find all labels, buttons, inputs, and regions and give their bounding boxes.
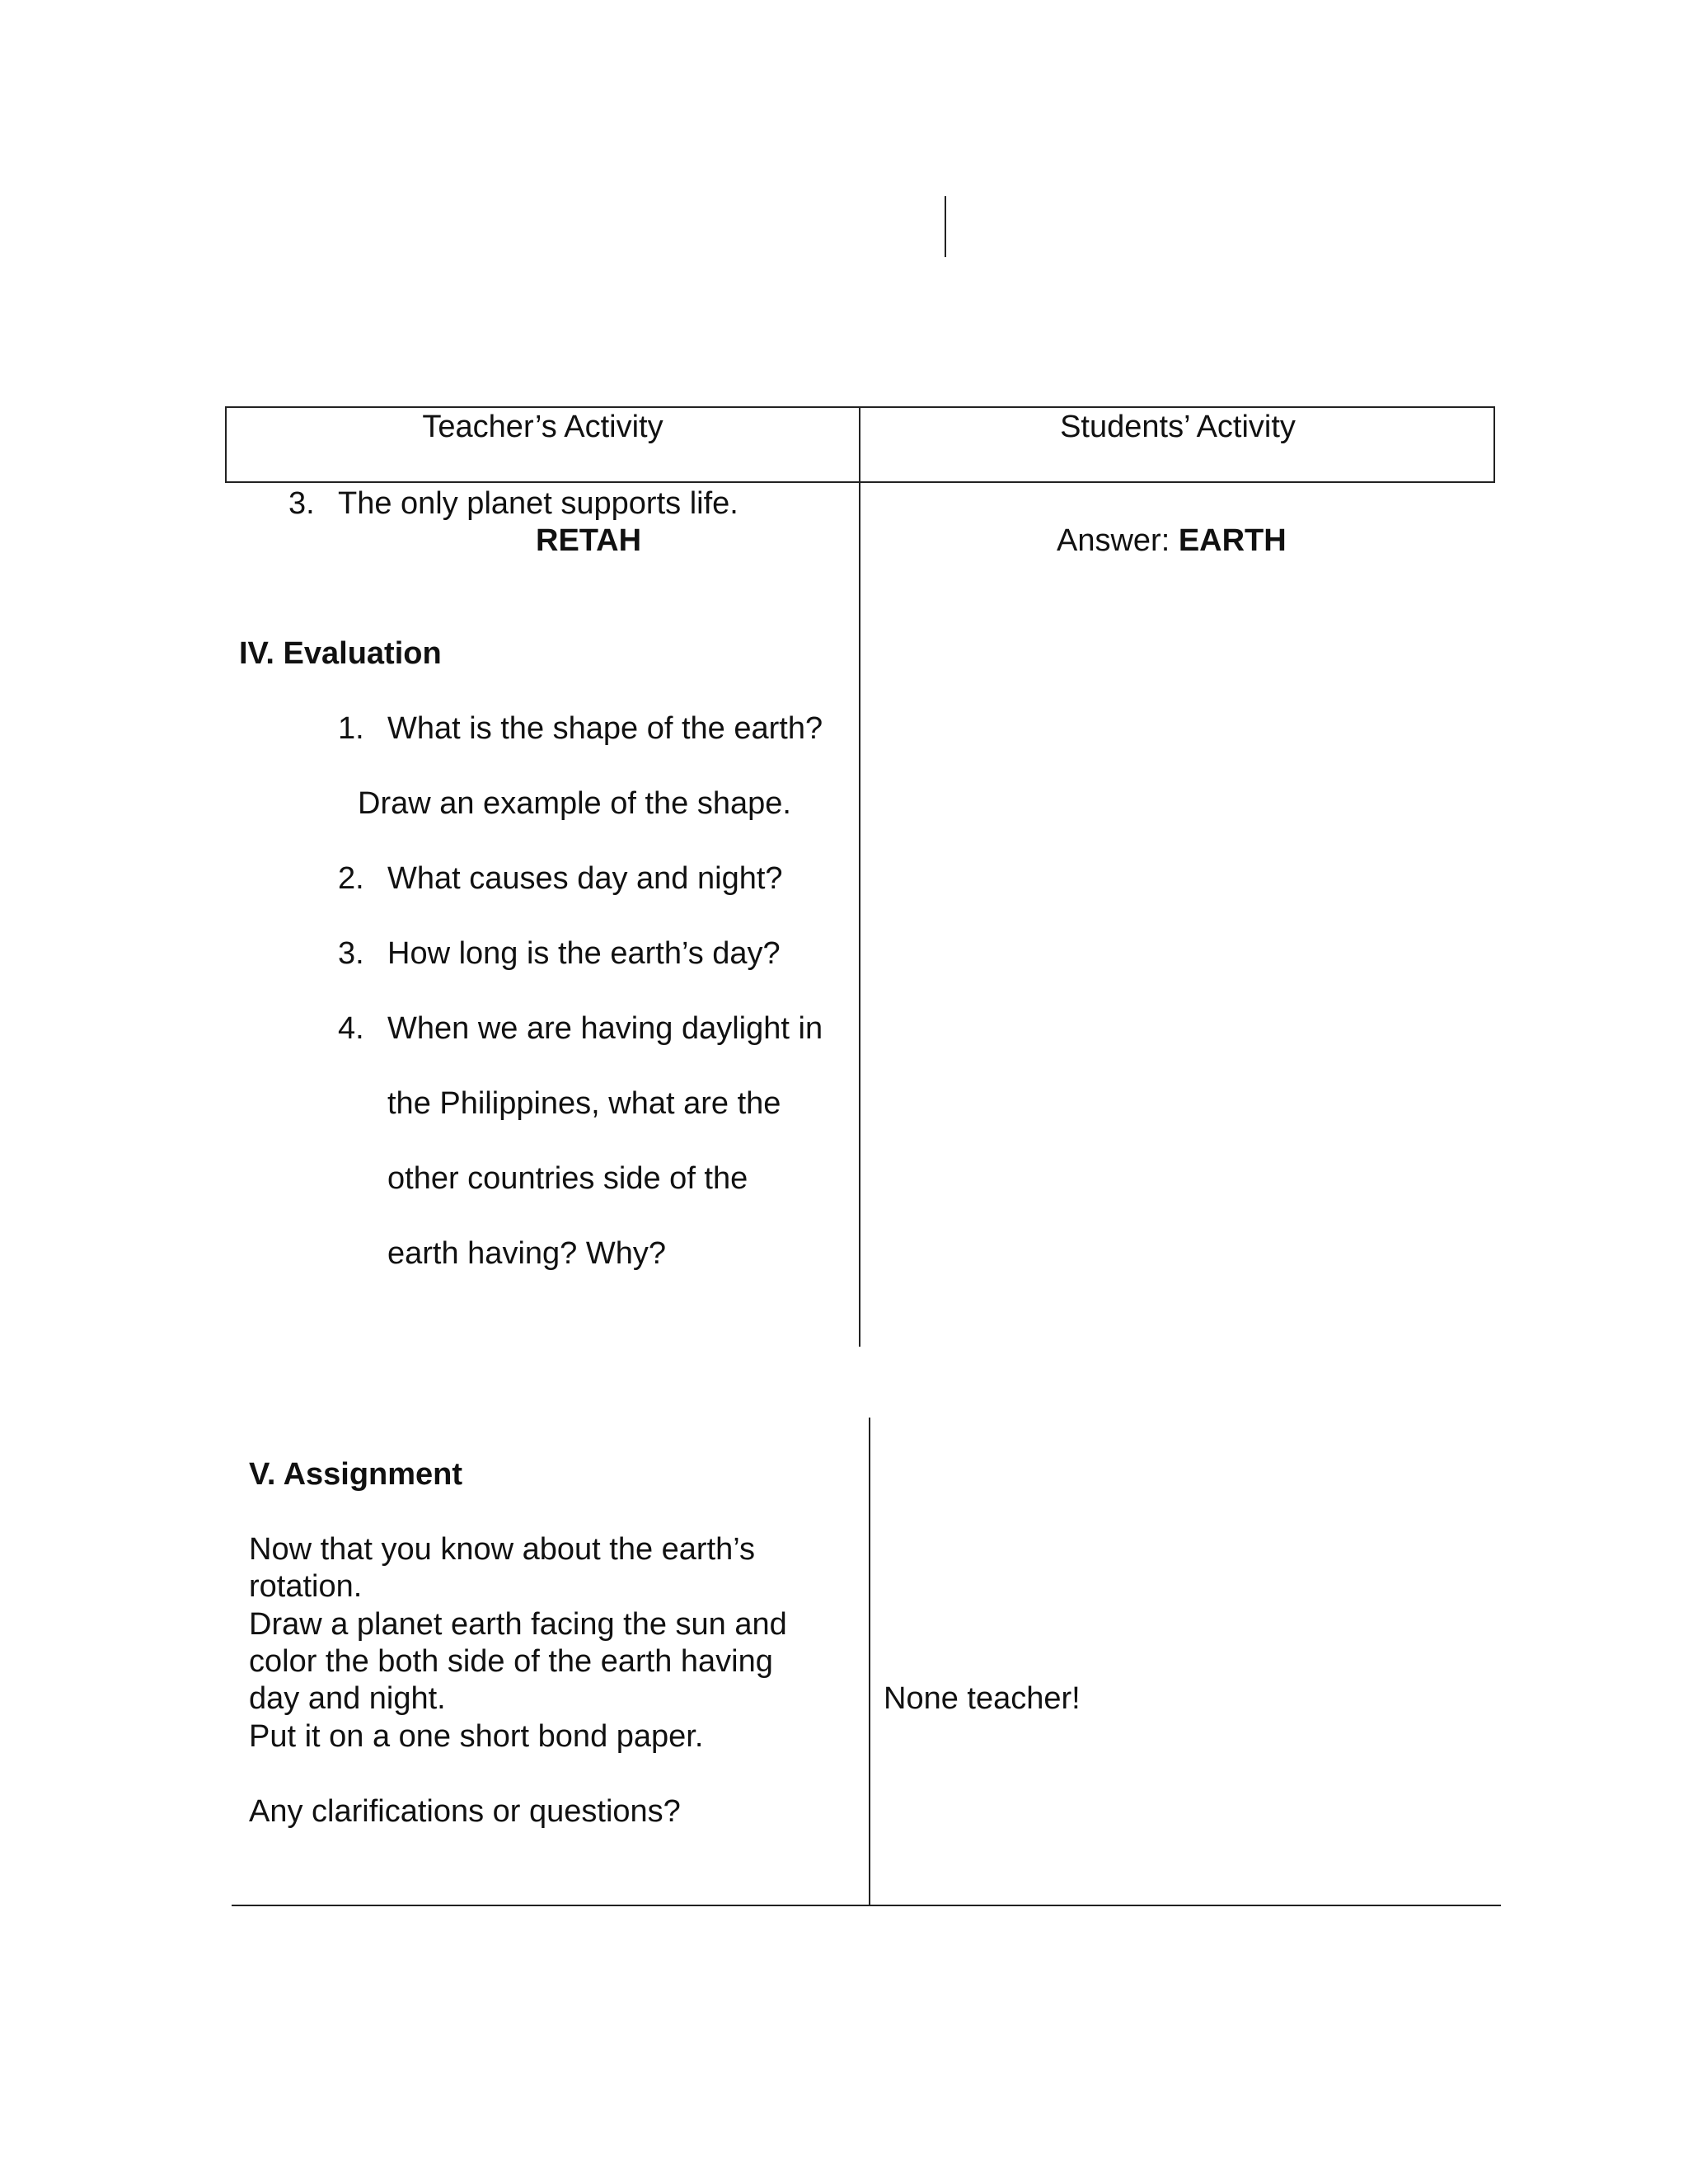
assignment-line-3: Draw a planet earth facing the sun and: [249, 1607, 787, 1642]
item3-text: The only planet supports life.: [338, 486, 738, 521]
q4-line-1: When we are having daylight in: [387, 1011, 823, 1046]
q1-text: What is the shape of the earth?: [387, 711, 823, 746]
q4-line-2: the Philippines, what are the: [387, 1086, 781, 1121]
assignment-line-2: rotation.: [249, 1569, 363, 1604]
column-divider-lower: [869, 1418, 870, 1905]
column-divider-upper: [859, 483, 860, 1347]
assignment-line-1: Now that you know about the earth’s: [249, 1532, 756, 1567]
q4-line-3: other countries side of the: [387, 1161, 748, 1196]
teacher-activity-header: Teacher’s Activity: [422, 410, 663, 444]
q1-number: 1.: [338, 711, 364, 746]
assignment-heading: V. Assignment: [249, 1457, 463, 1492]
assignment-line-4: color the both side of the earth having: [249, 1644, 773, 1679]
evaluation-heading: IV. Evaluation: [239, 636, 442, 671]
q4-number: 4.: [338, 1011, 364, 1046]
answer-label: Answer:: [1057, 523, 1179, 558]
assignment-question: Any clarifications or questions?: [249, 1794, 681, 1829]
cursor-line: [945, 196, 946, 257]
item3-number: 3.: [288, 486, 315, 521]
q3-text: How long is the earth’s day?: [387, 936, 781, 971]
assignment-line-5: day and night.: [249, 1681, 446, 1716]
q4-line-4: earth having? Why?: [387, 1236, 666, 1271]
bottom-rule: [232, 1905, 1501, 1906]
q3-number: 3.: [338, 936, 364, 971]
q1-subtext: Draw an example of the shape.: [358, 786, 791, 821]
answer-line: [1057, 523, 1287, 559]
assignment-line-6: Put it on a one short bond paper.: [249, 1719, 704, 1754]
answer-value: EARTH: [1178, 523, 1287, 558]
scrambled-word: RETAH: [536, 523, 642, 558]
students-activity-header: Students’ Activity: [1060, 410, 1296, 444]
student-reply: None teacher!: [884, 1681, 1081, 1716]
q2-text: What causes day and night?: [387, 861, 783, 896]
q2-number: 2.: [338, 861, 364, 896]
